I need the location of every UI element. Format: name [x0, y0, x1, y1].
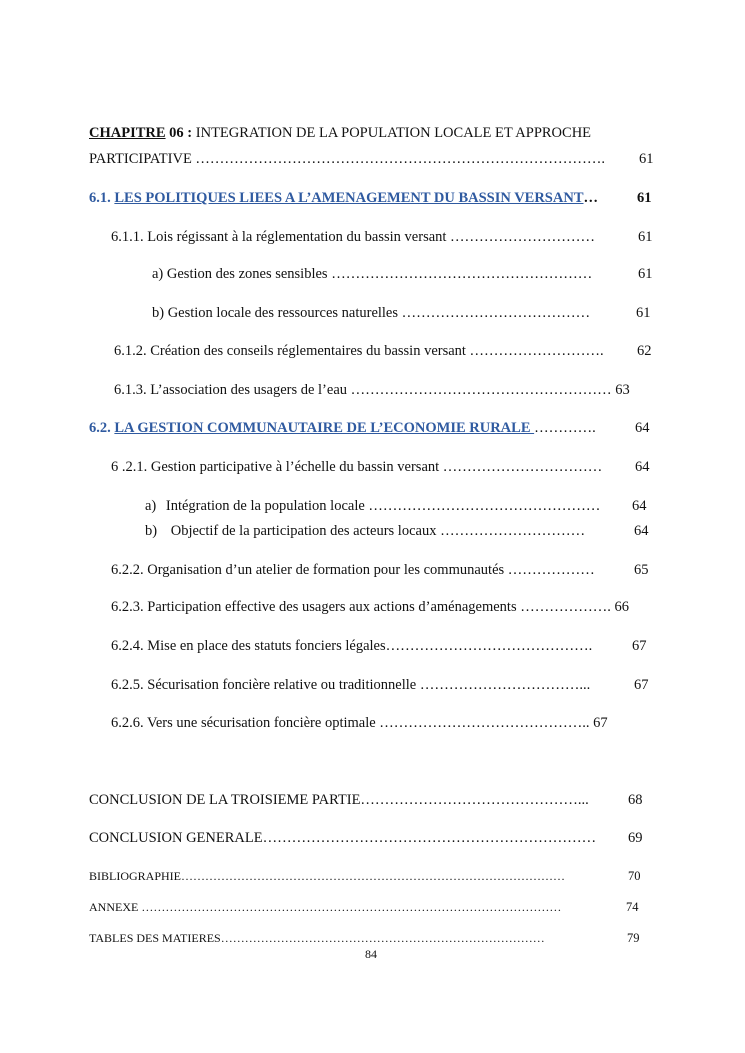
toc-entry-6-1-2[interactable]: 6.1.2. Création des conseils réglementaires du bassin versant ……………………….	[114, 343, 604, 359]
toc-entry-annexe[interactable]: ANNEXE ……………………………………………………………………………………………	[89, 900, 562, 914]
toc-entry-conclusion-partie[interactable]: CONCLUSION DE LA TROISIEME PARTIE………………………………………...	[89, 792, 589, 808]
toc-entry-6-2-1[interactable]: 6 .2.1. Gestion participative à l’échelle du bassin versant ……………………………	[111, 459, 603, 475]
toc-entry-6-2-2-page: 65	[634, 562, 649, 578]
toc-entry-6-1-3[interactable]: 6.1.3. L’association des usagers de l’eau ……………………………………………… 63	[114, 382, 630, 398]
section-number: 6.1.	[89, 190, 111, 206]
section-number: 6.2.	[89, 420, 111, 436]
toc-entry-conclusion-generale-page: 69	[628, 830, 643, 846]
list-marker: a)	[145, 498, 157, 514]
toc-entry-6-1-page: 61	[637, 190, 652, 206]
toc-entry-6-1-1-b-page: 61	[636, 305, 651, 321]
toc-entry-6-2-4-page: 67	[632, 638, 647, 654]
entry-text: Intégration de la population locale …………………………………………	[165, 498, 601, 514]
chapter-title-line2: PARTICIPATIVE ………………………………………………………………………….	[89, 151, 606, 167]
toc-entry-6-2-1-b-page: 64	[634, 523, 649, 539]
chapter-page: 61	[639, 151, 654, 167]
section-dots: ………….	[534, 420, 596, 436]
toc-entry-6-2-2[interactable]: 6.2.2. Organisation d’un atelier de formation pour les communautés ………………	[111, 562, 595, 578]
toc-entry-6-2-6[interactable]: 6.2.6. Vers une sécurisation foncière optimale …………………………………….. 67	[111, 715, 608, 731]
toc-entry-6-2-1-a[interactable]	[145, 497, 600, 515]
toc-entry-6-2-3[interactable]: 6.2.3. Participation effective des usagers aux actions d’aménagements ………………. 66	[111, 599, 629, 615]
toc-entry-6-2-page: 64	[635, 420, 650, 436]
toc-entry-tables-page: 79	[627, 931, 640, 945]
toc-entry-6-1-1-a-page: 61	[638, 266, 653, 282]
toc-entry-6-1[interactable]	[89, 189, 598, 207]
page-number: 84	[365, 947, 377, 961]
section-title-link[interactable]: LA GESTION COMMUNAUTAIRE DE L’ECONOMIE RURALE	[114, 420, 535, 436]
list-marker: b)	[145, 523, 158, 539]
chapter-label: CHAPITRE	[89, 125, 166, 141]
toc-entry-6-1-1[interactable]: 6.1.1. Lois régissant à la réglementation du bassin versant …………………………	[111, 229, 596, 245]
toc-entry-bibliographie[interactable]: BIBLIOGRAPHIE……………………………………………………………………………………	[89, 869, 565, 883]
toc-entry-6-2-5-page: 67	[634, 677, 649, 693]
entry-text: Objectif de la participation des acteurs locaux …………………………	[170, 523, 586, 539]
toc-entry-6-2-4[interactable]: 6.2.4. Mise en place des statuts fonciers légales…………………………………….	[111, 638, 593, 654]
toc-entry-conclusion-partie-page: 68	[628, 792, 643, 808]
toc-entry-6-1-1-page: 61	[638, 229, 653, 245]
toc-entry-annexe-page: 74	[626, 900, 639, 914]
chapter-heading	[89, 124, 591, 142]
section-dots: …	[583, 190, 598, 206]
toc-entry-6-2-1-page: 64	[635, 459, 650, 475]
section-title-link[interactable]: LES POLITIQUES LIEES A L’AMENAGEMENT DU BASSIN VERSANT	[114, 190, 584, 206]
toc-entry-6-1-2-page: 62	[637, 343, 652, 359]
toc-entry-6-2-5[interactable]: 6.2.5. Sécurisation foncière relative ou traditionnelle ……………………………...	[111, 677, 591, 693]
toc-entry-6-2-1-b[interactable]	[145, 522, 585, 540]
toc-entry-bibliographie-page: 70	[628, 869, 641, 883]
chapter-title-line1: INTEGRATION DE LA POPULATION LOCALE ET APPROCHE	[195, 125, 592, 141]
toc-entry-6-1-1-a[interactable]: a) Gestion des zones sensibles ………………………………………………	[152, 266, 593, 282]
toc-entry-6-2-1-a-page: 64	[632, 498, 647, 514]
toc-entry-6-2[interactable]	[89, 419, 596, 437]
chapter-number: 06 :	[169, 125, 193, 141]
toc-entry-6-1-1-b[interactable]: b) Gestion locale des ressources naturelles …………………………………	[152, 305, 591, 321]
toc-entry-tables[interactable]: TABLES DES MATIERES………………………………………………………………………	[89, 931, 545, 945]
toc-entry-conclusion-generale[interactable]: CONCLUSION GENERALE……………………………………………………………	[89, 830, 597, 846]
